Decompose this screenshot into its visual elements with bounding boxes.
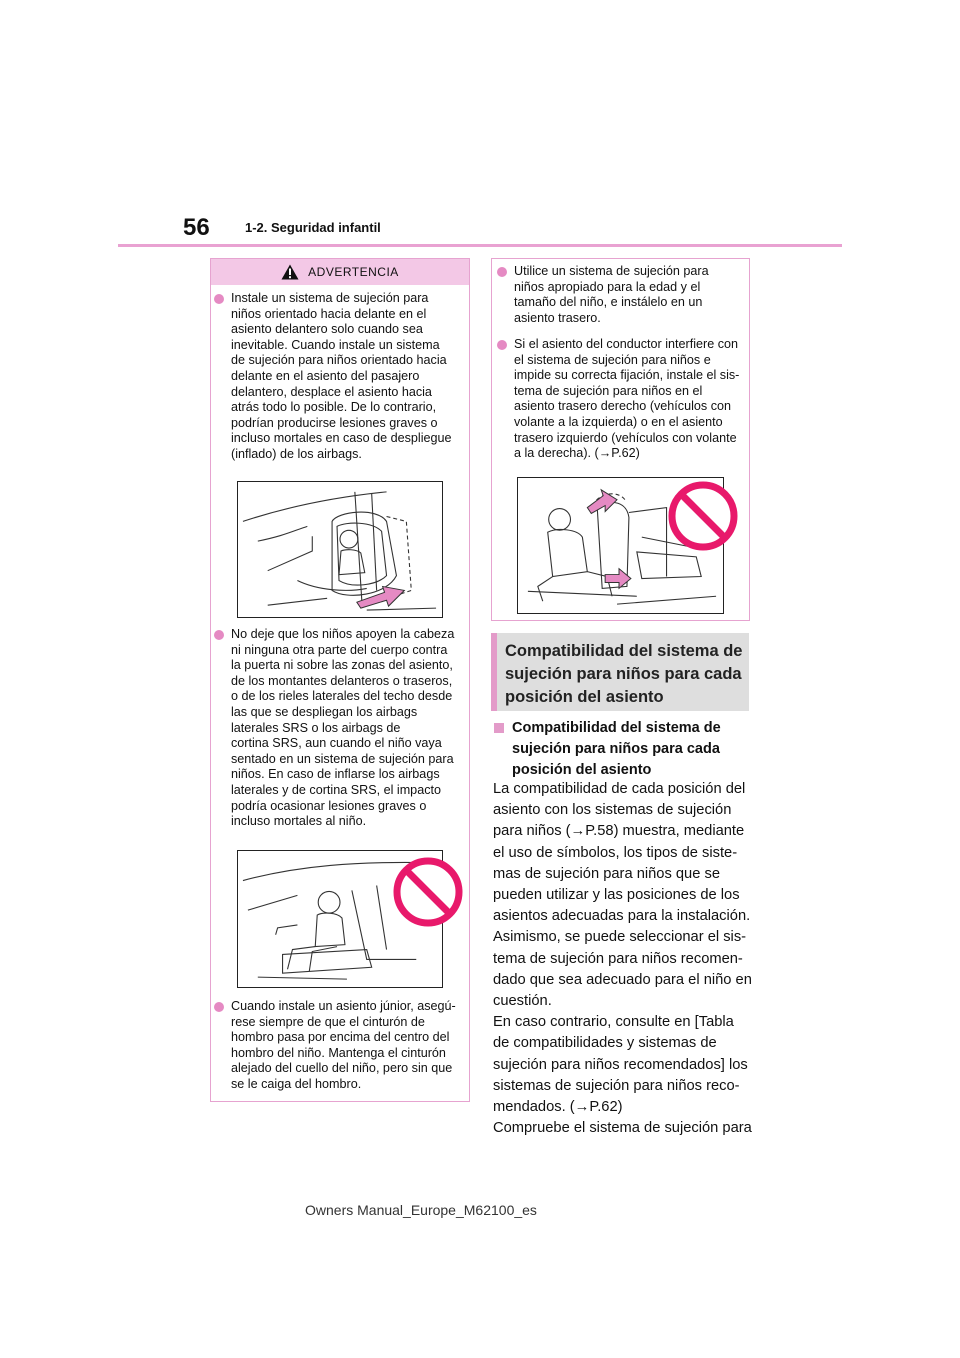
warning-box-left xyxy=(210,258,470,1102)
body-paragraph: La compatibilidad de cada posición del asiento con los sistemas de sujeción para niños (→P.58) muestra, mediante el uso de símbolos, los tipos de siste- mas de sujeción para niños que se pueden utilizar y las posiciones de los asientos adecuadas para la instalación. Asimismo, se puede seleccionar el sis- tema de sujeción para niños recomen- dado que sea adecuado para el niño en cuestión. En caso contrario, consulte en [Tabla de compatibilidades y sistemas de sujeción para niños recomendados] los sistemas de sujeción para niños reco- mendados. (→P.62) Compruebe el sistema de sujeción para xyxy=(493,781,752,1137)
bullet-dot-icon xyxy=(497,340,507,350)
warning-bullet-3 xyxy=(214,999,466,1093)
square-bullet-icon xyxy=(494,723,504,733)
warning-bullet-1 xyxy=(214,291,466,463)
subsection-heading-text: Compatibilidad del sistema de sujeción para niños para cada posición del asiento xyxy=(512,720,721,778)
illustration-front-seat-child-seat xyxy=(237,481,443,618)
warning-title-bar xyxy=(211,259,469,285)
subsection-heading xyxy=(494,718,754,781)
warning-box-right xyxy=(491,258,750,621)
footer-text: Owners Manual_Europe_M62100_es xyxy=(305,1202,537,1218)
bullet-text: Utilice un sistema de sujeción para niños apropiado para la edad y el tamaño del niño, e instálelo en un asiento trasero. xyxy=(514,264,709,325)
header-rule xyxy=(118,244,842,247)
warning-bullet-4 xyxy=(497,264,747,326)
prohibition-icon xyxy=(392,856,464,928)
page-number: 56 xyxy=(183,214,210,241)
bullet-dot-icon xyxy=(214,294,224,304)
section-header: 1-2. Seguridad infantil xyxy=(245,220,381,235)
bullet-text: Cuando instale un asiento júnior, asegú- rese siempre de que el cinturón de hombro pasa por encima del centro del hombro del niño. Mantenga el cinturón alejado del cuello del niño, pero sin que se le caiga del hombro. xyxy=(231,999,456,1091)
bullet-dot-icon xyxy=(497,267,507,277)
bullet-text: Si el asiento del conductor interfiere con el sistema de sujeción para niños e impide su correcta fijación, instale el sis- tema de sujeción para niños en el asiento trasero derecho (vehículos con volante a la izquierda) o en el asiento trasero izquierdo (vehículos con volante a la derecha). (→P.62) xyxy=(514,337,740,461)
section-heading-box: Compatibilidad del sistema de sujeción para niños para cada posición del asiento xyxy=(491,633,749,711)
bullet-text: No deje que los niños apoyen la cabeza ni ninguna otra parte del cuerpo contra la puerta ni sobre las zonas del asiento, de los montantes delanteros o traseros, o de los rieles laterales del techo desde las que se despliegan los airbags laterales SRS o los airbags de cortina SRS, aun cuando el niño vaya sentado en un sistema de sujeción para niños. En caso de inflarse los airbags laterales y de cortina SRS, el impacto podría ocasionar lesiones graves o incluso mortales al niño. xyxy=(231,627,455,829)
warning-bullet-5 xyxy=(497,337,747,462)
warning-bullet-2 xyxy=(214,627,466,830)
bullet-text: Instale un sistema de sujeción para niños orientado hacia delante en el asiento delantero solo cuando sea inevitable. Cuando instale un sistema de sujeción para niños orientado hacia delante en el asiento del pasajero delantero, desplace el asiento hacia atrás todo lo posible. De lo contrario, podrían producirse lesiones graves o incluso mortales en caso de despliegue (inflado) de los airbags. xyxy=(231,291,452,461)
warning-title: ADVERTENCIA xyxy=(308,265,399,279)
bullet-dot-icon xyxy=(214,1002,224,1012)
prohibition-icon xyxy=(667,480,739,552)
warning-triangle-icon xyxy=(281,264,299,280)
bullet-dot-icon xyxy=(214,630,224,640)
